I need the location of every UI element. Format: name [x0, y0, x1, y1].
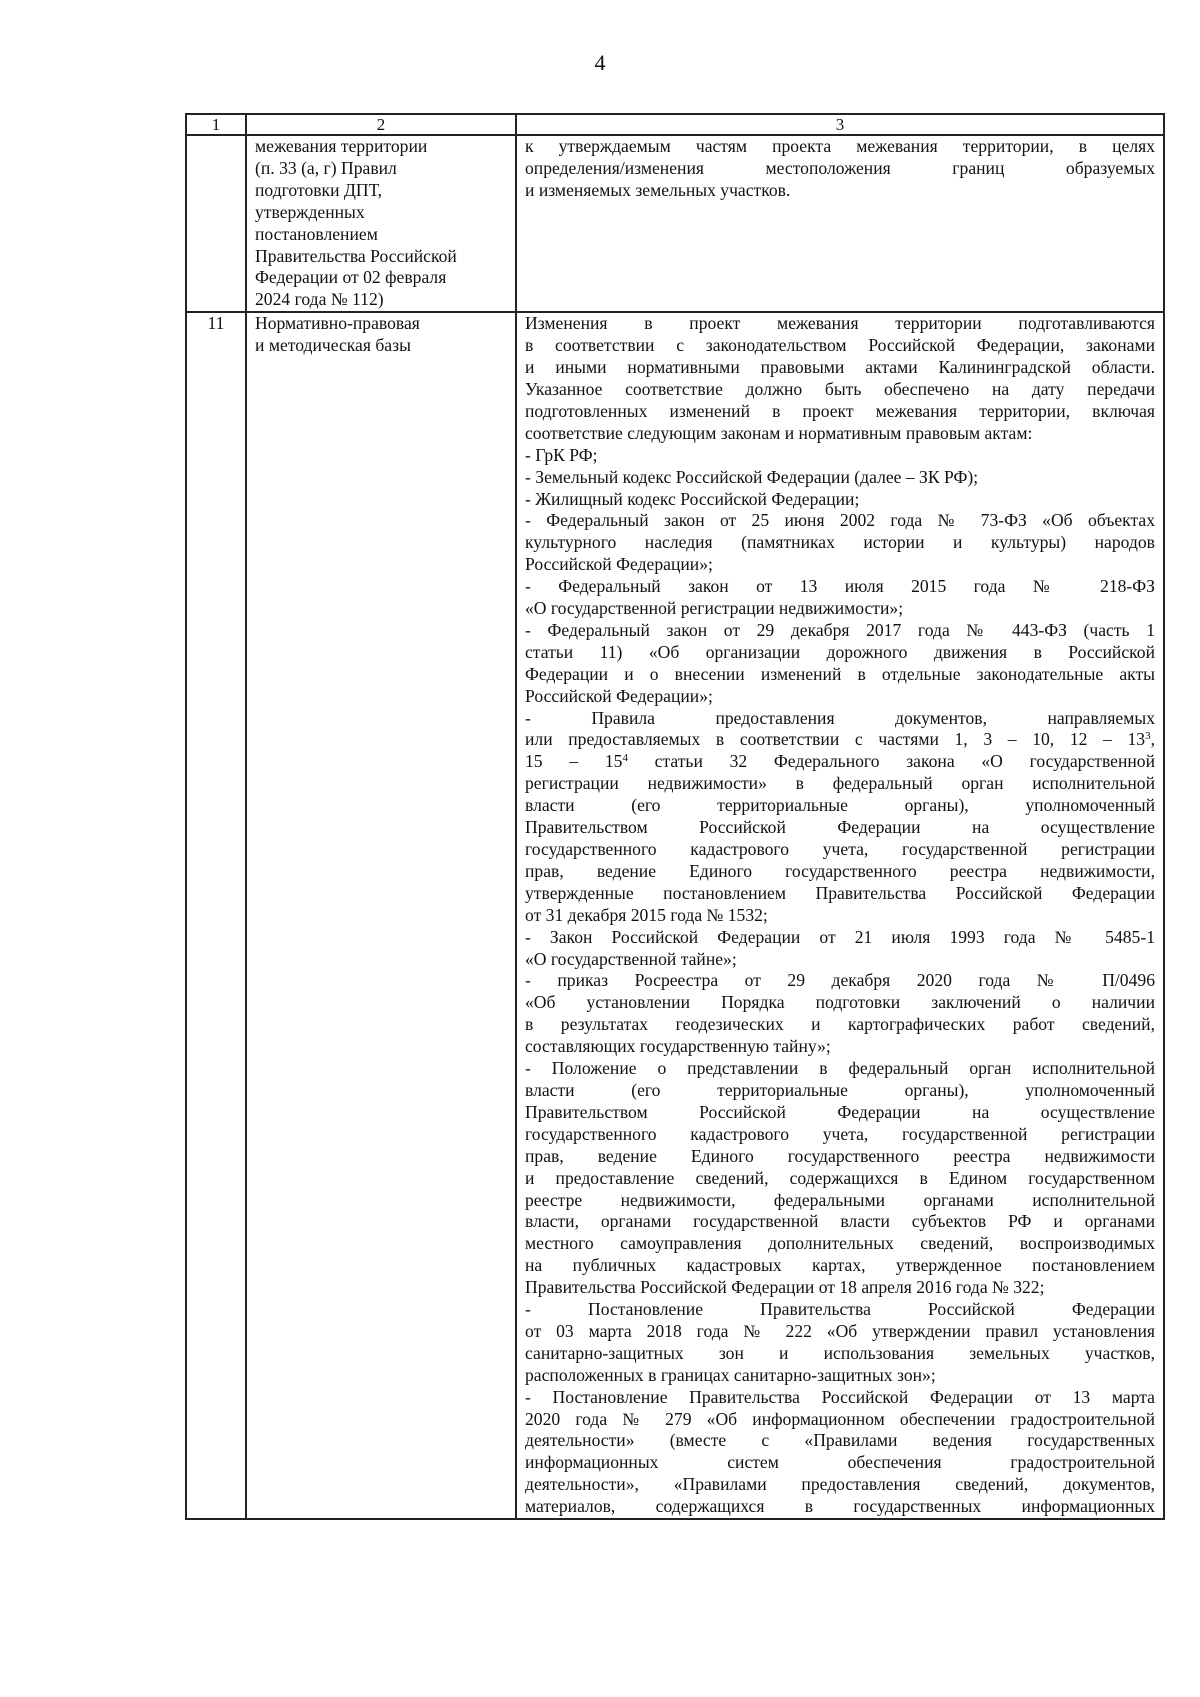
line-text: - Федеральный закон от 29 декабря 2017 года № 443-ФЗ (часть 1	[525, 619, 1155, 640]
line-text: Российской Федерации»;	[525, 685, 713, 706]
line-text: власти, органами государственной власти субъектов РФ и органами	[525, 1211, 1155, 1232]
text-line	[525, 773, 1155, 795]
text-line	[525, 970, 1155, 992]
text-line	[525, 313, 1155, 335]
text-line: (п. 33 (а, г) Правил	[255, 157, 397, 178]
line-text: государственного кадастрового учета, государственной регистрации	[525, 839, 1155, 859]
text-line	[525, 839, 1155, 861]
text-line	[525, 1211, 1155, 1233]
text-line	[525, 664, 1155, 686]
text-line	[525, 686, 1155, 708]
line-text: подготовленных изменений в проект межевания территории, включая	[525, 400, 1155, 421]
line-text: местного самоуправления дополнительных сведений, воспроизводимых	[525, 1233, 1155, 1254]
line-text: к утверждаемым частям проекта межевания территории, в целях	[525, 136, 1155, 156]
text-line	[525, 379, 1155, 401]
text-line	[525, 1452, 1155, 1474]
line-text-tail: ,	[1150, 729, 1155, 750]
text-line	[525, 795, 1155, 817]
text-line	[525, 576, 1155, 598]
line-text: - Положение о представлении в федеральный орган исполнительной	[525, 1058, 1155, 1079]
text-line	[525, 905, 1155, 927]
line-text: регистрации недвижимости» в федеральный орган исполнительной	[525, 773, 1155, 794]
text-line	[525, 883, 1155, 905]
text-line	[525, 1146, 1155, 1168]
text-line	[525, 1014, 1155, 1036]
line-text: - Закон Российской Федерации от 21 июля 1993 года № 5485-1	[525, 926, 1155, 947]
line-text: и предоставление сведений, содержащихся в Едином государственном	[525, 1167, 1155, 1188]
line-text: культурного наследия (памятниках истории и культуры) народов	[525, 532, 1155, 553]
line-text: власти (его территориальные органы), уполномоченный	[525, 1079, 1155, 1100]
header-cell-1: 1	[186, 114, 246, 135]
text-line: утвержденных	[255, 201, 365, 222]
table-header-row	[186, 114, 1164, 135]
line-text: - приказ Росреестра от 29 декабря 2020 года № П/0496	[525, 970, 1155, 991]
text-line	[525, 423, 1155, 445]
text-line: Нормативно-правовая	[255, 313, 420, 334]
text-line	[525, 861, 1155, 883]
line-text: материалов, содержащихся в государственных информационных	[525, 1496, 1155, 1517]
text-line	[525, 1102, 1155, 1124]
text-line	[525, 1496, 1155, 1518]
line-text: в соответствии с законодательством Российской Федерации, законами	[525, 335, 1155, 356]
line-text: «Об установлении Порядка подготовки заключений о наличии	[525, 992, 1155, 1013]
text-line	[525, 729, 1155, 751]
line-text: от 03 марта 2018 года № 222 «Об утверждении правил установления	[525, 1320, 1155, 1341]
line-text: составляющих государственную тайну»;	[525, 1036, 831, 1057]
text-line	[525, 1255, 1155, 1277]
line-text: Правительства Российской Федерации от 18 апреля 2016 года № 322;	[525, 1277, 1045, 1298]
line-text: - Жилищный кодекс Российской Федерации;	[525, 488, 860, 509]
text-line	[525, 992, 1155, 1014]
row-continued-item-name	[246, 135, 516, 312]
line-text: прав, ведение Единого государственного реестра недвижимости	[525, 1145, 1155, 1166]
text-line: межевания территории	[255, 136, 428, 156]
text-line	[525, 1277, 1155, 1299]
text-line	[525, 335, 1155, 357]
text-line	[525, 1474, 1155, 1496]
row-number	[186, 135, 246, 312]
text-line	[525, 598, 1155, 620]
line-text: - Постановление Правительства Российской Федерации от 13 марта	[525, 1386, 1155, 1407]
line-text: - Правила предоставления документов, направляемых	[525, 707, 1155, 728]
line-text: деятельности» (вместе с «Правилами ведения государственных	[525, 1430, 1155, 1451]
line-text: определения/изменения местоположения границ образуемых	[525, 157, 1155, 178]
line-text: статьи 11) «Об организации дорожного движения в Российской	[525, 641, 1155, 662]
text-line	[525, 180, 1155, 202]
text-line	[525, 1387, 1155, 1409]
text-line	[525, 1233, 1155, 1255]
text-line	[525, 357, 1155, 379]
line-text: на публичных кадастровых картах, утвержденное постановлением	[525, 1255, 1155, 1276]
line-text: «О государственной регистрации недвижимости»;	[525, 598, 904, 619]
text-line	[525, 751, 1155, 773]
line-text: - ГрК РФ;	[525, 444, 598, 465]
line-text: Федерации и о внесении изменений в отдельные законодательные акты	[525, 663, 1155, 684]
line-text: от 31 декабря 2015 года № 1532;	[525, 904, 768, 925]
text-line	[525, 817, 1155, 839]
superscript: 4	[622, 752, 628, 765]
line-text: в результатах геодезических и картографических работ сведений,	[525, 1014, 1155, 1035]
text-line	[525, 1168, 1155, 1190]
text-line	[525, 1343, 1155, 1365]
line-text: деятельности», «Правилами предоставления сведений, документов,	[525, 1474, 1155, 1495]
text-line	[525, 1365, 1155, 1387]
row-11-item-name	[246, 312, 516, 1519]
text-line	[525, 1299, 1155, 1321]
text-line: Правительства Российской	[255, 245, 457, 266]
line-text: и изменяемых земельных участков.	[525, 179, 791, 200]
table-row-continued	[186, 135, 1164, 312]
line-text: расположенных в границах санитарно-защитных зон»;	[525, 1364, 936, 1385]
line-text: власти (его территориальные органы), уполномоченный	[525, 795, 1155, 816]
line-text: Правительством Российской Федерации на осуществление	[525, 817, 1155, 838]
row-11-item-content	[516, 312, 1164, 1519]
line-text: - Федеральный закон от 25 июня 2002 года № 73-ФЗ «Об объектах	[525, 510, 1155, 531]
line-text: соответствие следующим законам и нормативным правовым актам:	[525, 422, 1033, 443]
text-line	[525, 445, 1155, 467]
line-text: - Постановление Правительства Российской Федерации	[525, 1299, 1155, 1320]
line-text-tail: статьи 32 Федерального закона «О государственной	[627, 751, 1155, 772]
text-line	[525, 1190, 1155, 1212]
header-cell-3: 3	[516, 114, 1164, 135]
line-text: 2020 года № 279 «Об информационном обеспечении градостроительной	[525, 1408, 1155, 1429]
text-line	[525, 532, 1155, 554]
line-text: санитарно-защитных зон и использования земельных участков,	[525, 1342, 1155, 1363]
text-line	[525, 927, 1155, 949]
text-line	[525, 1409, 1155, 1431]
line-text: Изменения в проект межевания территории подготавливаются	[525, 313, 1155, 334]
line-text: или предоставляемых в соответствии с частями 1, 3 – 10, 12 – 13	[525, 729, 1146, 750]
text-line: постановлением	[255, 223, 378, 244]
page-number: 4	[594, 50, 606, 75]
row-continued-item-content	[516, 135, 1164, 312]
text-line	[525, 949, 1155, 971]
line-text: Указанное соответствие должно быть обеспечено на дату передачи	[525, 378, 1155, 399]
text-line	[525, 1430, 1155, 1452]
text-line	[525, 401, 1155, 423]
text-line	[525, 1321, 1155, 1343]
text-line	[525, 467, 1155, 489]
text-line: и методическая базы	[255, 335, 411, 356]
text-line	[525, 1080, 1155, 1102]
line-text: «О государственной тайне»;	[525, 948, 737, 969]
table-row-11	[186, 312, 1164, 1519]
text-line: подготовки ДПТ,	[255, 179, 383, 200]
line-text: реестре недвижимости, федеральными органами исполнительной	[525, 1189, 1155, 1210]
line-text: - Земельный кодекс Российской Федерации (далее – ЗК РФ);	[525, 466, 979, 487]
superscript: 3	[1145, 730, 1151, 743]
text-line	[525, 1036, 1155, 1058]
line-text: - Федеральный закон от 13 июля 2015 года № 218-ФЗ	[525, 576, 1155, 597]
text-line	[525, 642, 1155, 664]
text-line	[525, 158, 1155, 180]
line-text: государственного кадастрового учета, государственной регистрации	[525, 1123, 1155, 1144]
text-line	[525, 489, 1155, 511]
line-text: 15 – 15	[525, 751, 623, 772]
header-cell-2: 2	[246, 114, 516, 135]
line-text: информационных систем обеспечения градостроительной	[525, 1452, 1155, 1473]
text-line: 2024 года № 112)	[255, 289, 384, 310]
line-text: прав, ведение Единого государственного реестра недвижимости,	[525, 860, 1155, 881]
text-line	[525, 554, 1155, 576]
line-text: Российской Федерации»;	[525, 554, 713, 575]
requirements-table	[185, 113, 1165, 1520]
line-text: и иными нормативными правовыми актами Калининградской области.	[525, 357, 1155, 378]
text-line: Федерации от 02 февраля	[255, 267, 447, 288]
text-line	[525, 136, 1155, 158]
text-line	[525, 1124, 1155, 1146]
line-text: Правительством Российской Федерации на осуществление	[525, 1101, 1155, 1122]
text-line	[525, 620, 1155, 642]
text-line	[525, 510, 1155, 532]
text-line	[525, 708, 1155, 730]
row-number: 11	[186, 312, 246, 1519]
text-line	[525, 1058, 1155, 1080]
line-text: утвержденные постановлением Правительства Российской Федерации	[525, 882, 1155, 903]
